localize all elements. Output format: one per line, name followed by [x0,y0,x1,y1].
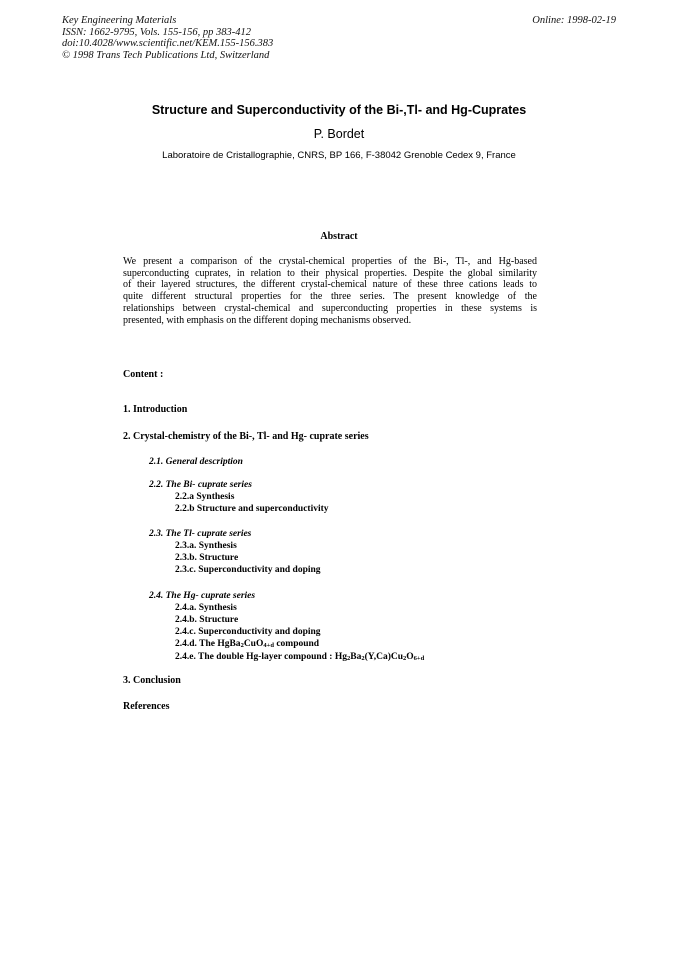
abstract-body [123,256,537,326]
journal-metadata [62,15,273,61]
toc-item-tl-synthesis: 2.3.a. Synthesis [175,541,237,551]
toc-item-tl-structure: 2.3.b. Structure [175,553,239,563]
toc-item-hgba2cuo4-compound: 2.4.d. The HgBa$_2$CuO$_{4+d}$ compound [175,639,320,649]
abstract-line: relationships between crystal-chemical and superconducting properties in these systems is [123,302,537,314]
abstract-line: superconducting cuprates, in relation to their physical properties. Despite the global similarity [123,267,537,279]
copyright-line: © 1998 Trans Tech Publications Ltd, Switzerland [62,49,270,61]
content-heading: Content : [123,369,164,380]
toc-item-introduction: 1. Introduction [123,404,188,415]
paper-title: Structure and Superconductivity of the Bi-,Tl- and Hg-Cuprates [151,103,527,117]
toc-item-bi-series: 2.2. The Bi- cuprate series [149,480,252,490]
toc-item-bi-synthesis: 2.2.a Synthesis [175,492,235,502]
doi-line: doi:10.4028/www.scientific.net/KEM.155-156.383 [62,38,274,49]
abstract-line: quite different structural properties for the three series. The present knowledge of the [123,291,537,303]
toc-item-references: References [123,701,170,712]
toc-item-double-hg-layer: 2.4.e. The double Hg-layer compound : $Hg_2Ba_2(Y,Ca)Cu_2O_{6+d}$ [175,652,425,662]
abstract-line: We present a comparison of the crystal-chemical properties of the Bi-, Tl-, and Hg-based [123,256,537,267]
abstract-line: presented, with emphasis on the different doping mechanisms observed. [123,314,412,326]
abstract-heading: Abstract [320,231,358,242]
toc-item-tl-series: 2.3. The Tl- cuprate series [149,529,252,539]
issn-line: ISSN: 1662-9795, Vols. 155-156, pp 383-412 [62,26,251,38]
toc-item-conclusion: 3. Conclusion [123,675,181,686]
toc-item-hg-series: 2.4. The Hg- cuprate series [149,591,256,601]
toc-item-hg-doping: 2.4.c. Superconductivity and doping [175,627,321,637]
online-date: Online: 1998-02-19 [532,15,616,26]
abstract-line: of their layered structures, the different crystal-chemical nature of these three cations leads to [123,279,537,291]
toc-item-hg-synthesis: 2.4.a. Synthesis [175,603,237,613]
paper-author: P. Bordet [313,127,365,141]
toc-item-general-description: 2.1. General description [149,457,243,467]
toc-item-bi-structure: 2.2.b Structure and superconductivity [175,504,329,514]
toc-item-tl-doping: 2.3.c. Superconductivity and doping [175,565,321,575]
toc-item-crystal-chemistry: 2. Crystal-chemistry of the Bi-, Tl- and Hg- cuprate series [123,431,369,442]
journal-name: Key Engineering Materials [62,15,177,26]
toc-item-hg-structure: 2.4.b. Structure [175,615,239,625]
author-affiliation: Laboratoire de Cristallographie, CNRS, BP 166, F-38042 Grenoble Cedex 9, France [162,150,516,161]
